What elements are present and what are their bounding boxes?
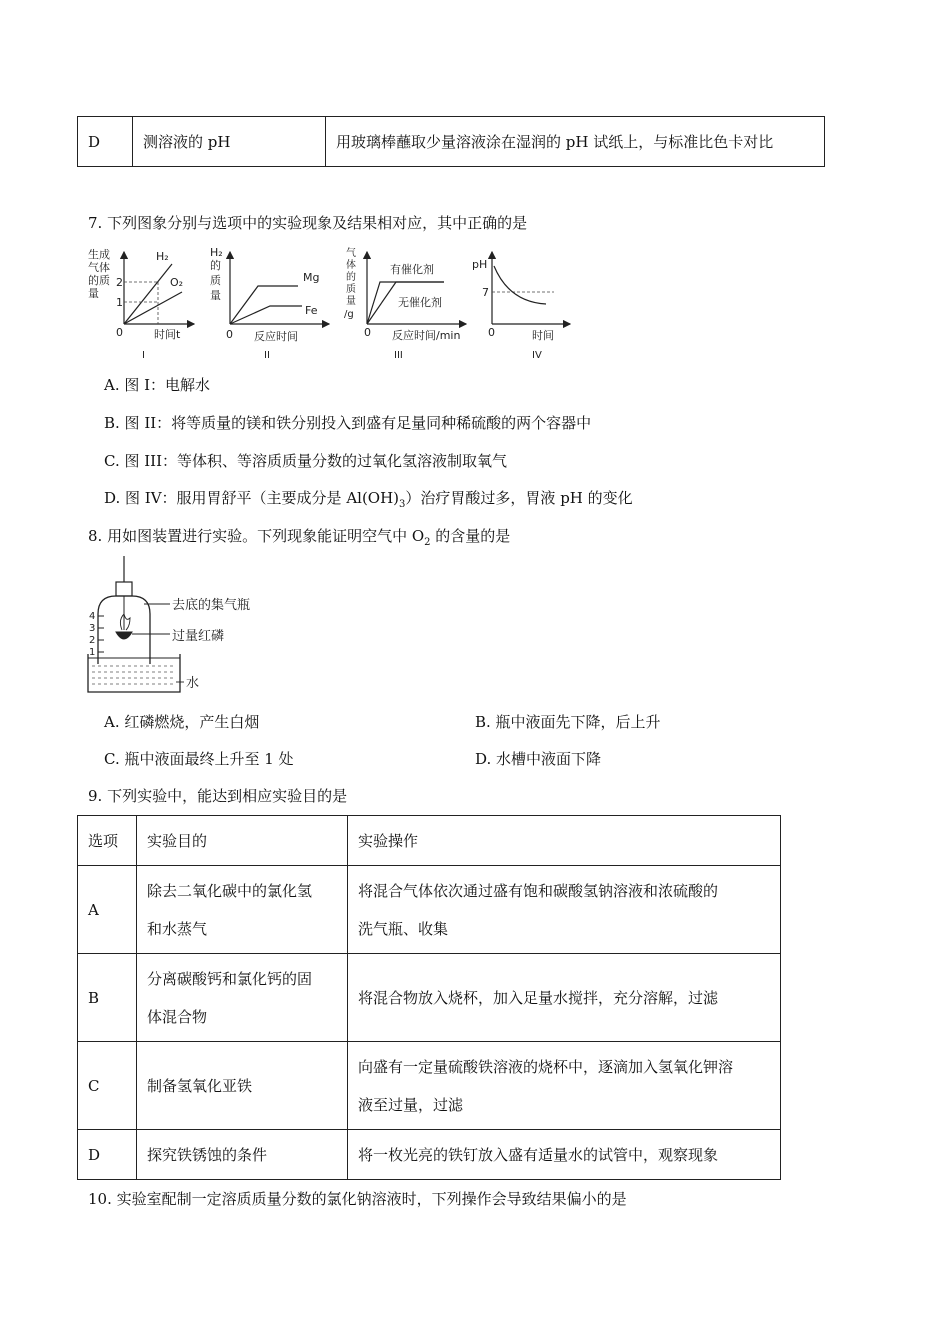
q9-row-b-operation-l1: 将混合物放入烧杯，加入足量水搅拌，充分溶解，过滤	[358, 988, 719, 1007]
g4-origin: 0	[488, 326, 495, 339]
q7-option-b[interactable]: B. 图 II：将等质量的镁和铁分别投入到盛有足量同种稀硫酸的两个容器中	[104, 414, 592, 432]
q7-option-d[interactable]	[104, 487, 633, 510]
mark-3: 3	[89, 623, 96, 634]
g3-ylabel-6: /g	[344, 309, 354, 320]
table-row	[78, 1130, 781, 1180]
g1-origin: 0	[116, 326, 123, 339]
q9-row-b-purpose-l2: 体混合物	[147, 1007, 208, 1026]
mark-4: 4	[89, 611, 96, 622]
g3-ylabel-3: 的	[346, 272, 356, 283]
q9-header-row	[78, 816, 781, 866]
g3-with-cat-label: 有催化剂	[390, 263, 434, 276]
top-table	[77, 116, 825, 167]
g2-xlabel: 反应时间	[254, 330, 298, 343]
q8-apparatus	[84, 554, 284, 700]
q8-option-d[interactable]: D. 水槽中液面下降	[475, 750, 602, 768]
q8-stem-sub: 2	[424, 537, 431, 548]
q9-header-option: 选项	[78, 816, 137, 866]
q7-graphs	[84, 244, 584, 366]
g2-fe-label: Fe	[305, 304, 318, 317]
g1-o2-line	[124, 292, 182, 324]
q9-row-d-option: D	[78, 1130, 137, 1180]
q7-stem: 7. 下列图象分别与选项中的实验现象及结果相对应，其中正确的是	[88, 214, 528, 232]
g1-h2-line	[124, 264, 172, 324]
g4-roman: IV	[532, 350, 542, 361]
g4-ph-curve	[494, 266, 546, 304]
g2-mg-line	[230, 286, 298, 324]
g1-roman: I	[142, 350, 145, 361]
q9-row-d-purpose	[137, 1130, 348, 1180]
g1-ylabel-3: 的质	[88, 274, 110, 287]
g3-ylabel-4: 质	[346, 284, 356, 295]
table-row	[78, 866, 781, 954]
q7-option-a[interactable]: A. 图 I：电解水	[104, 376, 211, 394]
q7-option-d-sub: 3	[399, 499, 406, 510]
g1-h2-label: H₂	[156, 250, 169, 263]
table-row	[78, 1042, 781, 1130]
g3-roman: III	[394, 350, 403, 361]
q9-row-a-operation	[348, 866, 781, 954]
g1-ylabel-4: 量	[88, 287, 99, 300]
q9-row-a-operation-l2: 洗气瓶、收集	[358, 919, 449, 938]
q9-row-d-purpose-l1: 探究铁锈蚀的条件	[147, 1145, 268, 1164]
q9-row-a-purpose	[137, 866, 348, 954]
graph-3	[344, 247, 466, 361]
g3-no-cat-label: 无催化剂	[398, 296, 442, 309]
g3-ylabel-2: 体	[346, 260, 356, 271]
g2-ylabel-2: 的	[210, 259, 221, 272]
top-table-option: D	[78, 117, 133, 167]
q9-row-a-option: A	[78, 866, 137, 954]
q9-row-c-operation	[348, 1042, 781, 1130]
label-water: 水	[186, 676, 200, 691]
q9-row-b-purpose	[137, 954, 348, 1042]
q9-row-c-operation-l1: 向盛有一定量硫酸铁溶液的烧杯中，逐滴加入氢氧化钾溶	[358, 1057, 734, 1076]
g1-ylabel-2: 气体	[88, 261, 110, 274]
q9-row-d-operation-l1: 将一枚光亮的铁钉放入盛有适量水的试管中，观察现象	[358, 1145, 719, 1164]
q9-header-purpose: 实验目的	[137, 816, 348, 866]
g2-ylabel-3: 质	[210, 274, 221, 287]
q8-option-c[interactable]: C. 瓶中液面最终上升至 1 处	[104, 750, 294, 768]
mark-2: 2	[89, 635, 96, 646]
combustion-spoon	[116, 632, 132, 639]
q7-option-d-pre: D. 图 IV：服用胃舒平（主要成分是 Al(OH)	[104, 489, 400, 507]
g3-origin: 0	[364, 326, 371, 339]
q8-stem-pre: 8. 用如图装置进行实验。下列现象能证明空气中 O	[88, 527, 425, 545]
flame	[120, 614, 130, 630]
q9-header-operation: 实验操作	[348, 816, 781, 866]
g2-mg-label: Mg	[303, 271, 320, 284]
q9-row-b-operation	[348, 954, 781, 1042]
q9-row-a-operation-l1: 将混合气体依次通过盛有饱和碳酸氢钠溶液和浓硫酸的	[358, 881, 719, 900]
table-row	[78, 954, 781, 1042]
q9-row-c-option: C	[78, 1042, 137, 1130]
g2-ylabel-1: H₂	[210, 246, 223, 259]
g3-ylabel-5: 量	[346, 296, 356, 307]
g1-o2-label: O₂	[170, 276, 184, 289]
q9-stem: 9. 下列实验中，能达到相应实验目的是	[88, 787, 348, 805]
graph-1	[88, 247, 194, 361]
g1-xlabel: 时间t	[154, 328, 181, 341]
label-bottle: 去底的集气瓶	[172, 598, 251, 613]
q7-option-c[interactable]: C. 图 III：等体积、等溶质质量分数的过氧化氢溶液制取氧气	[104, 452, 508, 470]
q10-stem: 10. 实验室配制一定溶质质量分数的氯化钠溶液时，下列操作会导致结果偏小的是	[88, 1190, 627, 1208]
q8-option-a[interactable]: A. 红磷燃烧，产生白烟	[104, 713, 260, 731]
top-table-operation: 用玻璃棒蘸取少量溶液涂在湿润的 pH 试纸上，与标准比色卡对比	[326, 117, 825, 167]
q9-row-c-purpose	[137, 1042, 348, 1130]
q8-stem-post: 的含量的是	[430, 527, 511, 545]
water-trough	[88, 654, 180, 692]
q9-row-a-purpose-l2: 和水蒸气	[147, 919, 208, 938]
mark-1: 1	[89, 647, 96, 658]
q9-row-b-purpose-l1: 分离碳酸钙和氯化钙的固	[147, 969, 313, 988]
top-table-purpose: 测溶液的 pH	[133, 117, 326, 167]
graph-4	[472, 252, 570, 361]
g1-ylabel-1: 生成	[88, 248, 110, 261]
g4-tick-7: 7	[482, 286, 489, 299]
q9-table	[77, 815, 781, 1180]
g2-roman: II	[264, 350, 270, 361]
g3-xlabel: 反应时间/min	[392, 329, 461, 342]
q7-option-d-post: ）治疗胃酸过多，胃液 pH 的变化	[405, 489, 633, 507]
g4-xlabel: 时间	[532, 329, 554, 342]
g1-tick-2: 2	[116, 276, 123, 289]
graph-2	[210, 246, 329, 361]
q8-option-b[interactable]: B. 瓶中液面先下降，后上升	[475, 713, 661, 731]
g1-tick-1: 1	[116, 296, 123, 309]
water	[92, 666, 176, 684]
g2-origin: 0	[226, 328, 233, 341]
stopper	[116, 582, 132, 596]
g4-ylabel: pH	[472, 258, 488, 271]
q9-row-c-operation-l2: 液至过量，过滤	[358, 1095, 464, 1114]
q9-row-c-purpose-l1: 制备氢氧化亚铁	[147, 1076, 253, 1095]
q9-row-a-purpose-l1: 除去二氧化碳中的氯化氢	[147, 881, 313, 900]
q8-stem	[88, 525, 510, 548]
g2-ylabel-4: 量	[210, 289, 221, 302]
g3-ylabel-1: 气	[346, 248, 356, 259]
label-phosphorus: 过量红磷	[172, 629, 225, 644]
q9-row-b-option: B	[78, 954, 137, 1042]
q9-row-d-operation	[348, 1130, 781, 1180]
